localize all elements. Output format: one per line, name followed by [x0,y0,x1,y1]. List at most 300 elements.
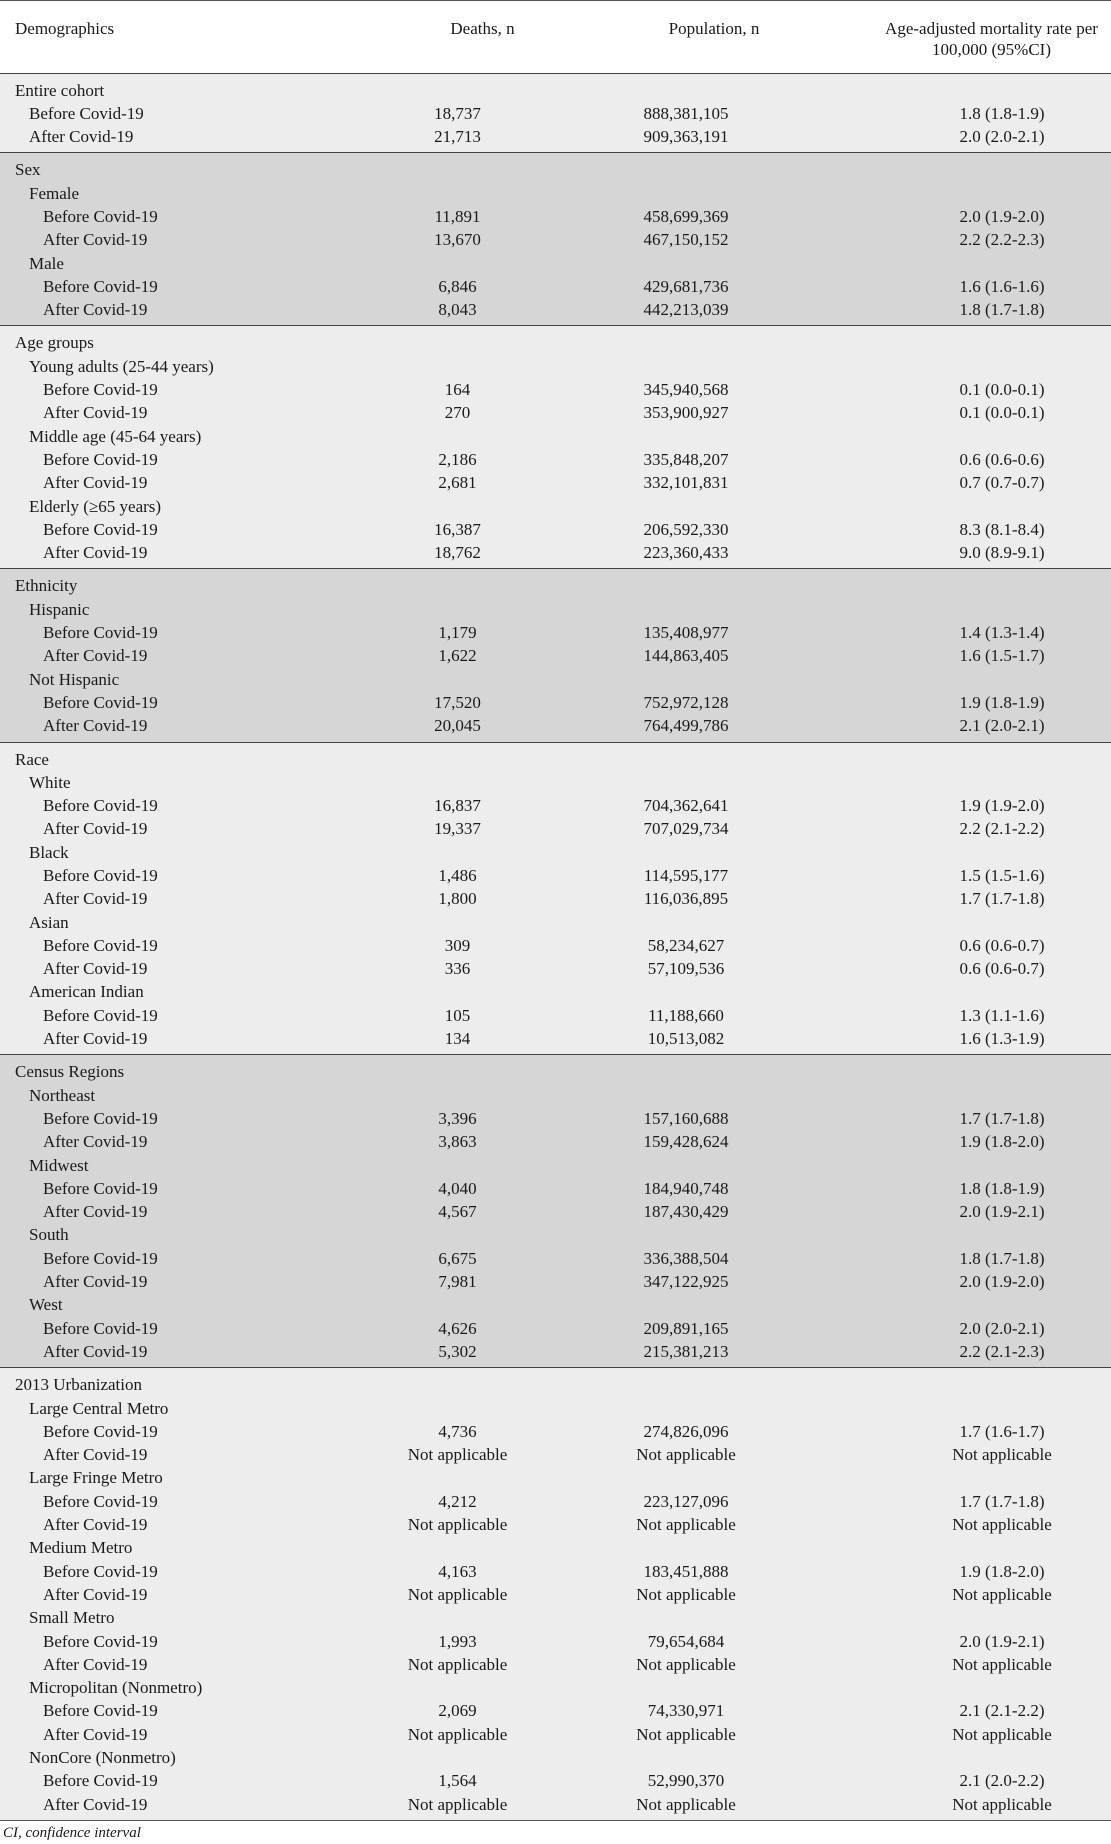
population-cell: 58,234,627 [585,934,843,957]
population-cell: 707,029,734 [585,817,843,840]
mortality-rate-cell [843,252,1111,275]
table-row [0,817,1111,840]
subgroup-row [0,182,1111,205]
population-cell: 57,109,536 [585,957,843,980]
table-row [0,1027,1111,1055]
population-cell: 223,127,096 [585,1490,843,1513]
population-cell: 442,213,039 [585,298,843,326]
population-cell: 467,150,152 [585,228,843,251]
mortality-rate-cell [843,1746,1111,1769]
row-label: After Covid-19 [0,1340,380,1368]
table-section [0,326,1111,569]
deaths-cell: 1,622 [380,644,585,667]
mortality-rate-cell: 2.2 (2.1-2.3) [843,1340,1111,1368]
subgroup-label: Medium Metro [0,1536,380,1559]
mortality-rate-cell [843,1397,1111,1420]
table-row [0,1793,1111,1820]
deaths-cell [380,1606,585,1629]
subgroup-row [0,1606,1111,1629]
row-label: After Covid-19 [0,957,380,980]
population-cell: 114,595,177 [585,864,843,887]
deaths-cell [380,182,585,205]
population-cell: 223,360,433 [585,541,843,569]
row-label: Before Covid-19 [0,275,380,298]
table-row [0,1699,1111,1722]
row-label: After Covid-19 [0,298,380,326]
table-section [0,73,1111,153]
population-cell: Not applicable [585,1583,843,1606]
subgroup-label: Middle age (45-64 years) [0,425,380,448]
population-cell: 347,122,925 [585,1270,843,1293]
deaths-cell: Not applicable [380,1583,585,1606]
population-cell: 335,848,207 [585,448,843,471]
deaths-cell [380,841,585,864]
row-label: Before Covid-19 [0,102,380,125]
section-title-row [0,73,1111,102]
row-label: After Covid-19 [0,541,380,569]
table-row [0,228,1111,251]
mortality-rate-cell: 1.3 (1.1-1.6) [843,1004,1111,1027]
mortality-rate-cell: 2.1 (2.0-2.1) [843,714,1111,742]
deaths-cell [380,1293,585,1316]
population-cell: 206,592,330 [585,518,843,541]
table-section [0,1368,1111,1820]
deaths-cell: 6,675 [380,1247,585,1270]
deaths-cell: Not applicable [380,1793,585,1820]
row-label: Before Covid-19 [0,378,380,401]
subgroup-label: Micropolitan (Nonmetro) [0,1676,380,1699]
population-cell: 74,330,971 [585,1699,843,1722]
population-cell [585,598,843,621]
population-cell: 458,699,369 [585,205,843,228]
subgroup-row [0,1397,1111,1420]
mortality-rate-cell: 1.9 (1.8-2.0) [843,1130,1111,1153]
table-row [0,1443,1111,1466]
empty-cell [843,73,1111,102]
population-cell [585,1397,843,1420]
table-section [0,1055,1111,1368]
subgroup-label: Male [0,252,380,275]
table-row [0,1769,1111,1792]
row-label: Before Covid-19 [0,1317,380,1340]
table-row [0,794,1111,817]
population-cell: 159,428,624 [585,1130,843,1153]
table-row [0,378,1111,401]
table-row [0,1653,1111,1676]
mortality-rate-cell: 0.6 (0.6-0.6) [843,448,1111,471]
deaths-cell: 7,981 [380,1270,585,1293]
population-cell: 215,381,213 [585,1340,843,1368]
mortality-rate-cell: 2.0 (2.0-2.1) [843,1317,1111,1340]
table-row [0,102,1111,125]
table-row [0,1247,1111,1270]
deaths-cell: Not applicable [380,1443,585,1466]
mortality-rate-cell: 1.8 (1.7-1.8) [843,298,1111,326]
population-cell [585,355,843,378]
table-row [0,1583,1111,1606]
empty-cell [843,326,1111,355]
subgroup-row [0,1084,1111,1107]
table-row [0,1630,1111,1653]
row-label: Before Covid-19 [0,518,380,541]
mortality-rate-cell [843,1466,1111,1489]
section-title: Entire cohort [0,73,380,102]
subgroup-label: Black [0,841,380,864]
deaths-cell: 16,837 [380,794,585,817]
row-label: Before Covid-19 [0,1560,380,1583]
mortality-rate-cell: 0.7 (0.7-0.7) [843,471,1111,494]
section-title: Ethnicity [0,569,380,598]
deaths-cell: Not applicable [380,1723,585,1746]
deaths-cell: 4,626 [380,1317,585,1340]
mortality-rate-cell [843,425,1111,448]
table-row [0,714,1111,742]
deaths-cell [380,771,585,794]
population-cell: Not applicable [585,1443,843,1466]
population-cell [585,1084,843,1107]
deaths-cell [380,252,585,275]
deaths-cell [380,668,585,691]
mortality-rate-cell [843,182,1111,205]
population-cell [585,1536,843,1559]
row-label: Before Covid-19 [0,1247,380,1270]
population-cell: 336,388,504 [585,1247,843,1270]
deaths-cell: 336 [380,957,585,980]
table-row [0,1560,1111,1583]
population-cell [585,252,843,275]
mortality-rate-cell [843,771,1111,794]
header-row [0,1,1111,73]
row-label: After Covid-19 [0,1723,380,1746]
mortality-rate-cell: 9.0 (8.9-9.1) [843,541,1111,569]
deaths-cell: 8,043 [380,298,585,326]
deaths-cell: 309 [380,934,585,957]
row-label: Before Covid-19 [0,1769,380,1792]
table-row [0,1513,1111,1536]
mortality-rate-cell [843,1223,1111,1246]
empty-cell [380,326,585,355]
subgroup-row [0,980,1111,1003]
row-label: After Covid-19 [0,1793,380,1820]
deaths-cell: 5,302 [380,1340,585,1368]
subgroup-label: White [0,771,380,794]
mortality-rate-cell: 2.1 (2.1-2.2) [843,1699,1111,1722]
population-cell: Not applicable [585,1513,843,1536]
table-row [0,1317,1111,1340]
mortality-rate-cell: Not applicable [843,1793,1111,1820]
deaths-cell: 6,846 [380,275,585,298]
deaths-cell: 3,396 [380,1107,585,1130]
table-row [0,957,1111,980]
table-row [0,518,1111,541]
deaths-cell [380,1397,585,1420]
mortality-rate-cell: 2.2 (2.1-2.2) [843,817,1111,840]
header-mortality-rate: Age-adjusted mortality rate per 100,000 (95%CI) [885,19,1098,59]
mortality-rate-cell [843,980,1111,1003]
subgroup-label: Female [0,182,380,205]
population-cell: 184,940,748 [585,1177,843,1200]
section-title-row [0,153,1111,182]
row-label: After Covid-19 [0,1027,380,1055]
table-row [0,471,1111,494]
table-row [0,1270,1111,1293]
subgroup-row [0,911,1111,934]
population-cell [585,1746,843,1769]
empty-cell [585,73,843,102]
mortality-rate-cell: Not applicable [843,1513,1111,1536]
table-row [0,401,1111,424]
deaths-cell [380,1466,585,1489]
mortality-rate-cell [843,911,1111,934]
mortality-rate-cell: 2.0 (1.9-2.0) [843,1270,1111,1293]
row-label: After Covid-19 [0,714,380,742]
empty-cell [380,569,585,598]
row-label: After Covid-19 [0,1200,380,1223]
mortality-rate-cell: 1.6 (1.6-1.6) [843,275,1111,298]
mortality-rate-cell [843,1293,1111,1316]
section-title: Age groups [0,326,380,355]
empty-cell [585,153,843,182]
row-label: Before Covid-19 [0,1699,380,1722]
section-title-row [0,1055,1111,1084]
population-cell: 429,681,736 [585,275,843,298]
mortality-rate-cell [843,1606,1111,1629]
population-cell: 752,972,128 [585,691,843,714]
subgroup-row [0,1154,1111,1177]
mortality-rate-cell [843,598,1111,621]
row-label: Before Covid-19 [0,205,380,228]
mortality-rate-cell: Not applicable [843,1653,1111,1676]
deaths-cell: 1,564 [380,1769,585,1792]
population-cell: 353,900,927 [585,401,843,424]
deaths-cell: 4,736 [380,1420,585,1443]
population-cell: 764,499,786 [585,714,843,742]
population-cell [585,1676,843,1699]
deaths-cell: 18,737 [380,102,585,125]
row-label: After Covid-19 [0,1583,380,1606]
deaths-cell: 2,186 [380,448,585,471]
row-label: Before Covid-19 [0,1107,380,1130]
population-cell: Not applicable [585,1653,843,1676]
subgroup-row [0,1676,1111,1699]
deaths-cell: 164 [380,378,585,401]
mortality-rate-cell: 1.8 (1.7-1.8) [843,1247,1111,1270]
table-row [0,1130,1111,1153]
subgroup-row [0,1223,1111,1246]
subgroup-row [0,771,1111,794]
table-row [0,1420,1111,1443]
subgroup-label: American Indian [0,980,380,1003]
subgroup-row [0,1466,1111,1489]
deaths-cell [380,598,585,621]
subgroup-label: NonCore (Nonmetro) [0,1746,380,1769]
row-label: After Covid-19 [0,471,380,494]
section-title-row [0,1368,1111,1397]
mortality-rate-cell: 2.2 (2.2-2.3) [843,228,1111,251]
empty-cell [843,569,1111,598]
footnote: CI, confidence interval [0,1820,1111,1844]
population-cell: 209,891,165 [585,1317,843,1340]
deaths-cell: 1,993 [380,1630,585,1653]
table-row [0,644,1111,667]
deaths-cell: Not applicable [380,1653,585,1676]
mortality-rate-cell: 2.1 (2.0-2.2) [843,1769,1111,1792]
subgroup-label: Large Central Metro [0,1397,380,1420]
mortality-rate-cell: 1.6 (1.3-1.9) [843,1027,1111,1055]
population-cell: 332,101,831 [585,471,843,494]
row-label: Before Covid-19 [0,934,380,957]
row-label: Before Covid-19 [0,621,380,644]
mortality-rate-cell: 0.6 (0.6-0.7) [843,957,1111,980]
deaths-cell [380,911,585,934]
mortality-table [0,1,1111,1820]
empty-cell [380,73,585,102]
mortality-rate-cell: 1.7 (1.7-1.8) [843,1107,1111,1130]
subgroup-row [0,1293,1111,1316]
deaths-cell: 4,040 [380,1177,585,1200]
mortality-rate-cell: 1.9 (1.9-2.0) [843,794,1111,817]
population-cell: 10,513,082 [585,1027,843,1055]
row-label: Before Covid-19 [0,1004,380,1027]
deaths-cell: 20,045 [380,714,585,742]
deaths-cell: 4,212 [380,1490,585,1513]
empty-cell [380,1055,585,1084]
mortality-rate-cell: 1.7 (1.7-1.8) [843,887,1111,910]
table-row [0,887,1111,910]
mortality-rate-cell: Not applicable [843,1723,1111,1746]
population-cell [585,980,843,1003]
subgroup-row [0,1536,1111,1559]
subgroup-row [0,252,1111,275]
deaths-cell [380,1084,585,1107]
table-row [0,1004,1111,1027]
mortality-rate-cell: 1.9 (1.8-1.9) [843,691,1111,714]
population-cell [585,1154,843,1177]
header-demographics: Demographics [15,19,115,38]
row-label: Before Covid-19 [0,691,380,714]
table-section [0,569,1111,742]
population-cell [585,1466,843,1489]
row-label: After Covid-19 [0,1270,380,1293]
mortality-rate-cell [843,1154,1111,1177]
mortality-rate-cell [843,1536,1111,1559]
population-cell: Not applicable [585,1723,843,1746]
subgroup-label: Small Metro [0,1606,380,1629]
section-title: 2013 Urbanization [0,1368,380,1397]
empty-cell [585,569,843,598]
mortality-rate-cell: 1.4 (1.3-1.4) [843,621,1111,644]
mortality-rate-cell: 1.6 (1.5-1.7) [843,644,1111,667]
deaths-cell: Not applicable [380,1513,585,1536]
population-cell [585,911,843,934]
population-cell [585,425,843,448]
section-title: Sex [0,153,380,182]
subgroup-row [0,355,1111,378]
row-label: Before Covid-19 [0,448,380,471]
empty-cell [585,326,843,355]
subgroup-row [0,668,1111,691]
table-header [0,1,1111,73]
deaths-cell: 1,800 [380,887,585,910]
population-cell: 888,381,105 [585,102,843,125]
empty-cell [843,153,1111,182]
table-row [0,1723,1111,1746]
mortality-rate-cell: 0.1 (0.0-0.1) [843,378,1111,401]
empty-cell [843,742,1111,771]
mortality-rate-cell: 2.0 (1.9-2.0) [843,205,1111,228]
subgroup-row [0,1746,1111,1769]
mortality-rate-cell: 1.8 (1.8-1.9) [843,1177,1111,1200]
subgroup-label: South [0,1223,380,1246]
deaths-cell: 4,163 [380,1560,585,1583]
deaths-cell: 21,713 [380,125,585,153]
subgroup-row [0,598,1111,621]
deaths-cell: 2,069 [380,1699,585,1722]
population-cell: 79,654,684 [585,1630,843,1653]
row-label: After Covid-19 [0,1130,380,1153]
mortality-rate-cell [843,1676,1111,1699]
subgroup-label: Hispanic [0,598,380,621]
table-row [0,934,1111,957]
deaths-cell: 4,567 [380,1200,585,1223]
population-cell: 345,940,568 [585,378,843,401]
mortality-rate-cell: 8.3 (8.1-8.4) [843,518,1111,541]
mortality-rate-cell: 0.6 (0.6-0.7) [843,934,1111,957]
row-label: Before Covid-19 [0,1490,380,1513]
population-cell: Not applicable [585,1793,843,1820]
deaths-cell: 13,670 [380,228,585,251]
subgroup-label: Large Fringe Metro [0,1466,380,1489]
deaths-cell [380,1223,585,1246]
row-label: After Covid-19 [0,125,380,153]
table-row [0,275,1111,298]
deaths-cell [380,1536,585,1559]
mortality-rate-cell [843,1084,1111,1107]
population-cell: 909,363,191 [585,125,843,153]
population-cell [585,841,843,864]
deaths-cell: 134 [380,1027,585,1055]
row-label: Before Covid-19 [0,1420,380,1443]
subgroup-label: Not Hispanic [0,668,380,691]
population-cell: 116,036,895 [585,887,843,910]
deaths-cell [380,495,585,518]
population-cell [585,1293,843,1316]
subgroup-label: Northeast [0,1084,380,1107]
row-label: After Covid-19 [0,887,380,910]
mortality-rate-cell: 2.0 (1.9-2.1) [843,1200,1111,1223]
row-label: After Covid-19 [0,644,380,667]
table-row [0,1177,1111,1200]
empty-cell [843,1368,1111,1397]
deaths-cell: 16,387 [380,518,585,541]
deaths-cell: 2,681 [380,471,585,494]
deaths-cell [380,1154,585,1177]
mortality-rate-cell [843,355,1111,378]
deaths-cell: 1,486 [380,864,585,887]
table-row [0,1490,1111,1513]
subgroup-label: Asian [0,911,380,934]
empty-cell [585,742,843,771]
mortality-rate-cell: 1.7 (1.6-1.7) [843,1420,1111,1443]
population-cell [585,1223,843,1246]
population-cell: 183,451,888 [585,1560,843,1583]
deaths-cell: 11,891 [380,205,585,228]
table-row [0,205,1111,228]
subgroup-label: Young adults (25-44 years) [0,355,380,378]
header-deaths: Deaths, n [450,19,515,38]
row-label: After Covid-19 [0,1513,380,1536]
population-cell: 187,430,429 [585,1200,843,1223]
